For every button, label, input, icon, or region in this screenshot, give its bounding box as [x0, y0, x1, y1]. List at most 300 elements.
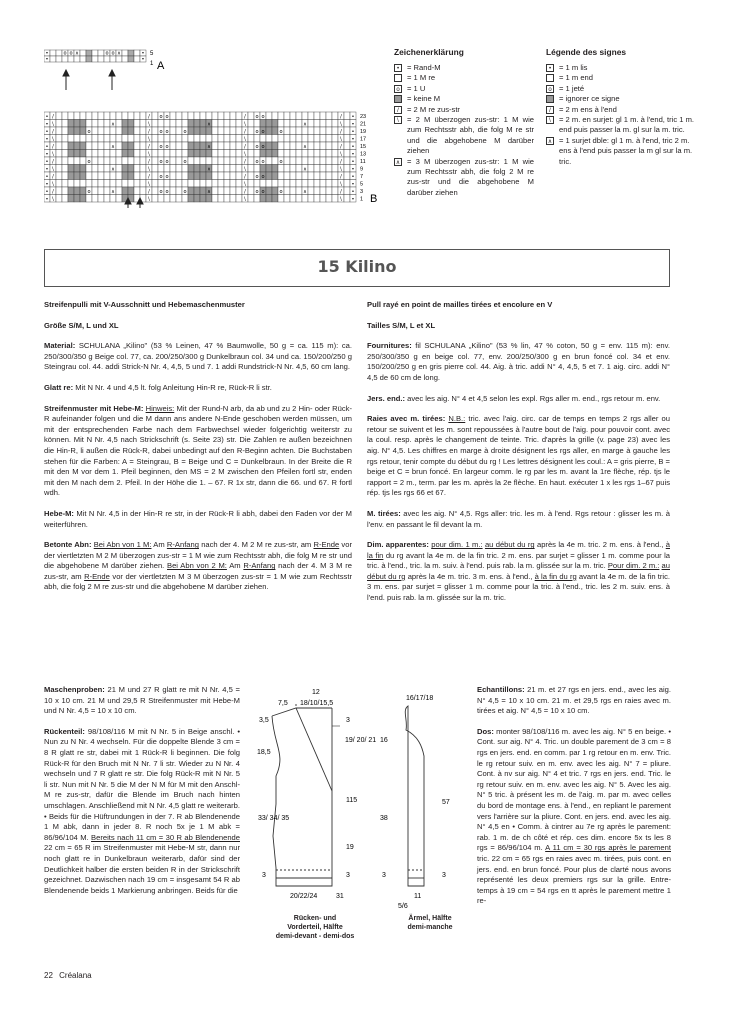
chart-cell — [248, 112, 254, 120]
schematic-body-label: Rücken- und Vorderteil, Hälfte demi-devant - demi-dos — [275, 915, 355, 940]
ssk-icon: \ — [546, 116, 554, 124]
chart-cell — [320, 112, 326, 120]
chart-cell — [134, 135, 140, 143]
chart-cell — [284, 142, 290, 150]
yarn-over-icon: o — [546, 85, 554, 93]
schema-body-m3: 19/ 20/ 21 — [345, 737, 377, 744]
chart-cell — [314, 157, 320, 165]
chart-cell — [260, 195, 266, 203]
chart-symbol: \ — [244, 196, 246, 203]
chart-cell — [200, 180, 206, 188]
chart-cell — [296, 195, 302, 203]
chart-cell — [212, 172, 218, 180]
schema-body-m8: 3 — [346, 872, 350, 879]
chart-cell — [248, 165, 254, 173]
chart-cell — [218, 127, 224, 135]
chart-cell — [218, 135, 224, 143]
chart-cell — [62, 127, 68, 135]
chart-symbol: o — [183, 189, 187, 195]
chart-cell — [98, 112, 104, 120]
chart-cell — [62, 150, 68, 158]
chart-symbol: • — [141, 50, 145, 57]
chart-cell — [254, 195, 260, 203]
chart-cell — [104, 120, 110, 128]
chart-symbol: / — [52, 189, 54, 195]
chart-cell — [68, 172, 74, 180]
chart-cell — [164, 120, 170, 128]
chart-cell — [62, 187, 68, 195]
chart-cell — [266, 157, 272, 165]
fr-heading: Pull rayé en point de mailles tirées et encolure en V — [367, 300, 553, 309]
chart-symbol: • — [351, 196, 355, 203]
chart-cell — [320, 195, 326, 203]
chart-cell — [56, 142, 62, 150]
de-maschenproben: Maschenproben: 21 M und 27 R glatt re mit N Nr. 4,5 = 10 x 10 cm. 21 M und 29,5 R Streifenmuster mit Hebe-M und N Nr. 4,5 = 10 x 10 cm. — [44, 685, 240, 716]
chart-cell — [308, 142, 314, 150]
chart-cell — [134, 127, 140, 135]
chart-cell — [104, 112, 110, 120]
chart-cell — [140, 112, 146, 120]
legend-de-item: = keine M — [394, 94, 534, 104]
chart-cell — [140, 172, 146, 180]
chart-cell — [260, 165, 266, 173]
chart-cell — [326, 157, 332, 165]
chart-symbol: • — [351, 144, 355, 150]
chart-cell — [56, 120, 62, 128]
chart-cell — [116, 120, 122, 128]
chart-cell — [236, 195, 242, 203]
chart-cell — [98, 127, 104, 135]
chart-cell — [98, 120, 104, 128]
schema-sleeve-m4: 3 — [382, 872, 386, 879]
chart-symbol: o — [261, 114, 265, 120]
chart-cell — [170, 187, 176, 195]
chart-cell — [98, 187, 104, 195]
chart-cell — [152, 180, 158, 188]
chart-cell — [170, 142, 176, 150]
chart-b-row-number: 5 — [360, 181, 364, 188]
chart-cell — [74, 142, 80, 150]
chart-symbol: \ — [340, 151, 342, 158]
schema-sleeve-bottom: 11 — [414, 893, 422, 900]
chart-symbol: \ — [340, 136, 342, 143]
chart-symbol: • — [351, 174, 355, 180]
chart-cell — [170, 112, 176, 120]
chart-b-row-number: 23 — [360, 114, 367, 120]
schematic-sleeve — [372, 686, 476, 916]
chart-cell — [62, 157, 68, 165]
chart-cell — [140, 127, 146, 135]
chart-symbol: o — [105, 50, 109, 57]
chart-cell — [230, 165, 236, 173]
chart-cell — [284, 112, 290, 120]
chart-cell — [272, 165, 278, 173]
chart-cell — [326, 150, 332, 158]
chart-cell — [230, 195, 236, 203]
schema-body-m7: 3 — [262, 872, 266, 879]
chart-cell — [152, 165, 158, 173]
chart-cell — [128, 127, 134, 135]
k2tog-icon: / — [394, 106, 402, 114]
chart-cell — [176, 187, 182, 195]
chart-cell — [116, 180, 122, 188]
chart-cell — [326, 187, 332, 195]
chart-cell — [194, 172, 200, 180]
chart-symbol: \ — [148, 181, 150, 188]
chart-cell — [320, 142, 326, 150]
chart-cell — [134, 180, 140, 188]
chart-symbol: \ — [52, 166, 54, 173]
chart-cell — [218, 172, 224, 180]
chart-cell — [218, 187, 224, 195]
chart-symbol: / — [340, 189, 342, 195]
chart-cell — [326, 120, 332, 128]
chart-cell — [122, 112, 128, 120]
chart-cell — [56, 127, 62, 135]
chart-cell — [74, 112, 80, 120]
chart-cell — [290, 195, 296, 203]
german-column-lower — [44, 685, 240, 896]
chart-cell — [218, 120, 224, 128]
chart-cell — [272, 187, 278, 195]
chart-cell — [302, 172, 308, 180]
chart-symbol: o — [183, 129, 187, 135]
schematic-body — [246, 686, 378, 916]
schema-sleeve-top: 16/17/18 — [406, 695, 434, 702]
chart-cell — [92, 142, 98, 150]
chart-cell — [218, 180, 224, 188]
chart-cell — [86, 120, 92, 128]
chart-cell — [122, 165, 128, 173]
chart-symbol: ∧ — [207, 189, 211, 195]
legend-fr-item: = ignorer ce signe — [546, 94, 696, 104]
chart-cell — [326, 180, 332, 188]
chart-cell — [248, 150, 254, 158]
chart-symbol: • — [45, 189, 49, 195]
chart-cell — [176, 195, 182, 203]
legend-fr — [546, 47, 696, 167]
chart-cell — [68, 135, 74, 143]
chart-cell — [284, 127, 290, 135]
legend-fr-item: = 1 m end — [546, 73, 696, 83]
chart-cell — [122, 142, 128, 150]
chart-cell — [188, 112, 194, 120]
chart-cell — [56, 50, 62, 56]
chart-cell — [134, 112, 140, 120]
chart-cell — [296, 165, 302, 173]
chart-cell — [278, 172, 284, 180]
chart-cell — [284, 180, 290, 188]
chart-symbol: o — [255, 129, 259, 135]
legend-fr-title: Légende des signes — [546, 47, 627, 57]
chart-cell — [74, 180, 80, 188]
chart-b-row-number: 1 — [360, 196, 364, 203]
de-heading: Streifenpulli mit V-Ausschnitt und Hebemaschenmuster — [44, 300, 245, 309]
chart-cell — [278, 112, 284, 120]
chart-symbol: • — [351, 189, 355, 195]
chart-cell — [86, 195, 92, 203]
chart-cell — [104, 195, 110, 203]
knit-stitch-icon — [394, 74, 402, 82]
chart-cell — [62, 172, 68, 180]
chart-cell — [248, 127, 254, 135]
chart-cell — [182, 135, 188, 143]
chart-cell — [194, 120, 200, 128]
chart-symbol: o — [255, 159, 259, 165]
chart-symbol: ∧ — [303, 121, 307, 128]
chart-cell — [230, 142, 236, 150]
chart-cell — [266, 135, 272, 143]
chart-cell — [122, 150, 128, 158]
k2tog-icon: / — [546, 106, 554, 114]
chart-symbol: • — [45, 151, 49, 158]
chart-cell — [248, 180, 254, 188]
chart-cell — [92, 150, 98, 158]
chart-cell — [194, 142, 200, 150]
chart-cell — [170, 150, 176, 158]
chart-cell — [188, 127, 194, 135]
chart-symbol: / — [244, 144, 246, 150]
chart-cell — [188, 150, 194, 158]
chart-symbol: ∧ — [75, 50, 79, 57]
chart-cell — [68, 120, 74, 128]
chart-cell — [188, 135, 194, 143]
chart-cell — [326, 172, 332, 180]
chart-cell — [152, 142, 158, 150]
chart-b-row-number: 19 — [360, 129, 367, 135]
no-stitch-icon — [546, 95, 554, 103]
chart-cell — [320, 120, 326, 128]
chart-cell — [134, 150, 140, 158]
chart-cell — [344, 112, 350, 120]
chart-cell — [236, 120, 242, 128]
chart-cell — [170, 157, 176, 165]
chart-symbol: • — [351, 136, 355, 143]
chart-cell — [158, 165, 164, 173]
chart-cell — [224, 165, 230, 173]
chart-cell — [278, 150, 284, 158]
chart-cell — [332, 180, 338, 188]
fr-dim: Dim. apparentes: pour dim. 1 m.: au début du rg après la 4e m. tric. 2 m. ens. à l'end., à la fin du rg avant la 4e m. de la fin tric. 2 m. ens. par surjet = glisser 1 m. comme pour la tric. à l'end., tric. la m. suiv. à l'end. puis rab. la m. glissée sur la m. tric. Pour dim. 2 m.: au début du rg après la 4e m. tric. 3 m. ens. à l'end., à la fin du rg avant la 4e m. de la fin tric. 3 m. ens. par surjet = glisser 1 m. comme pour la tric. à l'end., tric. les 2 m. suiv. ens. à l'end. puis rab. la m. glissée sur la m. tric. — [367, 540, 671, 603]
chart-cell — [128, 50, 134, 56]
chart-cell — [140, 135, 146, 143]
chart-cell — [230, 150, 236, 158]
chart-symbol: ∧ — [207, 121, 211, 128]
chart-cell — [56, 187, 62, 195]
chart-cell — [260, 150, 266, 158]
chart-cell — [176, 150, 182, 158]
chart-cell — [212, 165, 218, 173]
chart-symbol: • — [45, 121, 49, 128]
chart-cell — [296, 180, 302, 188]
schema-body-bottom2: 31 — [336, 893, 344, 900]
chart-cell — [200, 157, 206, 165]
chart-cell — [326, 135, 332, 143]
chart-cell — [62, 120, 68, 128]
chart-cell — [122, 120, 128, 128]
legend-de-item: = 1 M re — [394, 73, 534, 83]
chart-cell — [314, 127, 320, 135]
chart-cell — [80, 157, 86, 165]
chart-cell — [332, 142, 338, 150]
chart-cell — [332, 127, 338, 135]
chart-cell — [104, 127, 110, 135]
chart-cell — [188, 180, 194, 188]
fr-sizes: Tailles S/M, L et XL — [367, 320, 436, 330]
chart-cell — [314, 195, 320, 203]
chart-cell — [68, 195, 74, 203]
chart-symbol: \ — [148, 166, 150, 173]
chart-cell — [80, 172, 86, 180]
chart-a — [44, 48, 174, 92]
chart-cell — [164, 135, 170, 143]
chart-symbol: ∧ — [303, 144, 307, 150]
schema-body-neck: 18/10/15,5 — [300, 700, 334, 707]
chart-symbol: \ — [244, 136, 246, 143]
chart-cell — [128, 180, 134, 188]
chart-cell — [278, 142, 284, 150]
chart-cell — [182, 195, 188, 203]
chart-cell — [272, 195, 278, 203]
chart-cell — [296, 150, 302, 158]
chart-cell — [74, 165, 80, 173]
chart-cell — [98, 150, 104, 158]
chart-cell — [248, 195, 254, 203]
chart-cell — [332, 187, 338, 195]
chart-cell — [110, 127, 116, 135]
chart-cell — [164, 180, 170, 188]
chart-cell — [134, 50, 140, 56]
chart-symbol: / — [52, 159, 54, 165]
chart-cell — [80, 127, 86, 135]
chart-cell — [296, 172, 302, 180]
chart-b-row-number: 7 — [360, 174, 364, 180]
chart-symbol: o — [159, 159, 163, 165]
chart-b-row-number: 11 — [360, 159, 366, 165]
chart-cell — [116, 150, 122, 158]
chart-cell — [320, 157, 326, 165]
schema-sleeve-m5: 3 — [442, 872, 446, 879]
chart-cell — [194, 157, 200, 165]
chart-cell — [302, 157, 308, 165]
chart-cell — [92, 157, 98, 165]
chart-cell — [56, 172, 62, 180]
chart-symbol: • — [45, 144, 49, 150]
chart-cell — [86, 112, 92, 120]
chart-cell — [200, 195, 206, 203]
chart-cell — [224, 120, 230, 128]
chart-cell — [68, 142, 74, 150]
chart-cell — [206, 112, 212, 120]
chart-cell — [236, 142, 242, 150]
chart-cell — [56, 135, 62, 143]
chart-cell — [212, 157, 218, 165]
chart-cell — [98, 135, 104, 143]
chart-cell — [98, 56, 104, 62]
chart-cell — [212, 180, 218, 188]
chart-cell — [176, 112, 182, 120]
chart-symbol: o — [165, 174, 169, 180]
chart-cell — [116, 135, 122, 143]
chart-cell — [296, 120, 302, 128]
chart-cell — [110, 172, 116, 180]
chart-cell — [266, 142, 272, 150]
chart-cell — [194, 195, 200, 203]
chart-symbol: ∧ — [111, 189, 115, 195]
chart-cell — [272, 135, 278, 143]
chart-cell — [266, 195, 272, 203]
chart-cell — [92, 120, 98, 128]
chart-b-row-numbers — [360, 114, 366, 203]
chart-cell — [296, 142, 302, 150]
chart-cell — [212, 195, 218, 203]
chart-symbol: • — [45, 50, 49, 57]
legend-fr-item: • = 1 m lis — [546, 63, 696, 73]
chart-cell — [86, 142, 92, 150]
chart-cell — [98, 180, 104, 188]
chart-cell — [128, 150, 134, 158]
chart-symbol: \ — [52, 181, 54, 188]
legend-fr-item: o = 1 jeté — [546, 84, 696, 94]
chart-cell — [116, 172, 122, 180]
chart-symbol: o — [261, 129, 265, 135]
chart-cell — [152, 195, 158, 203]
chart-cell — [212, 127, 218, 135]
chart-b-grid — [44, 112, 356, 203]
chart-symbol: o — [261, 189, 265, 195]
chart-cell — [158, 120, 164, 128]
chart-cell — [272, 112, 278, 120]
chart-cell — [62, 180, 68, 188]
chart-cell — [56, 165, 62, 173]
chart-cell — [224, 150, 230, 158]
chart-cell — [134, 172, 140, 180]
chart-cell — [122, 135, 128, 143]
chart-cell — [80, 187, 86, 195]
chart-symbol: o — [159, 114, 163, 120]
chart-cell — [116, 56, 122, 62]
chart-cell — [104, 135, 110, 143]
chart-cell — [284, 172, 290, 180]
chart-cell — [140, 187, 146, 195]
chart-cell — [152, 172, 158, 180]
chart-cell — [188, 120, 194, 128]
chart-cell — [212, 120, 218, 128]
page-number: 22 — [44, 971, 53, 980]
chart-cell — [74, 157, 80, 165]
chart-cell — [188, 157, 194, 165]
chart-symbol: / — [340, 174, 342, 180]
chart-cell — [86, 172, 92, 180]
chart-cell — [116, 165, 122, 173]
chart-cell — [152, 187, 158, 195]
chart-cell — [326, 195, 332, 203]
chart-cell — [290, 135, 296, 143]
chart-cell — [290, 127, 296, 135]
chart-cell — [182, 180, 188, 188]
chart-cell — [176, 120, 182, 128]
fr-tirees: M. tirées: avec les aig. N° 4,5. Rgs aller: tric. les m. à l'end. Rgs retour : glisser les m. à l'env. en passant le fil devant la m. — [367, 508, 670, 529]
chart-cell — [164, 150, 170, 158]
chart-cell — [332, 135, 338, 143]
chart-symbol: • — [351, 151, 355, 158]
chart-cell — [128, 165, 134, 173]
chart-cell — [182, 150, 188, 158]
chart-symbol: / — [52, 174, 54, 180]
fr-fournitures: Fournitures: fil SCHULANA „Kilino" (53 % lin, 47 % coton, 50 g = env. 115 m): env. 250/300/350 g en beige col. 77, env. 200/250/300 g en brun foncé col. 34 et env. 150/200/250 g en gris pierre col. 44. Aig. à tric. addi N° 4, 4,5, 5 et 7. 1 aig. circ. addi N° 4,5 de 60 cm de long. — [367, 341, 670, 382]
chart-cell — [344, 135, 350, 143]
chart-cell — [80, 50, 86, 56]
